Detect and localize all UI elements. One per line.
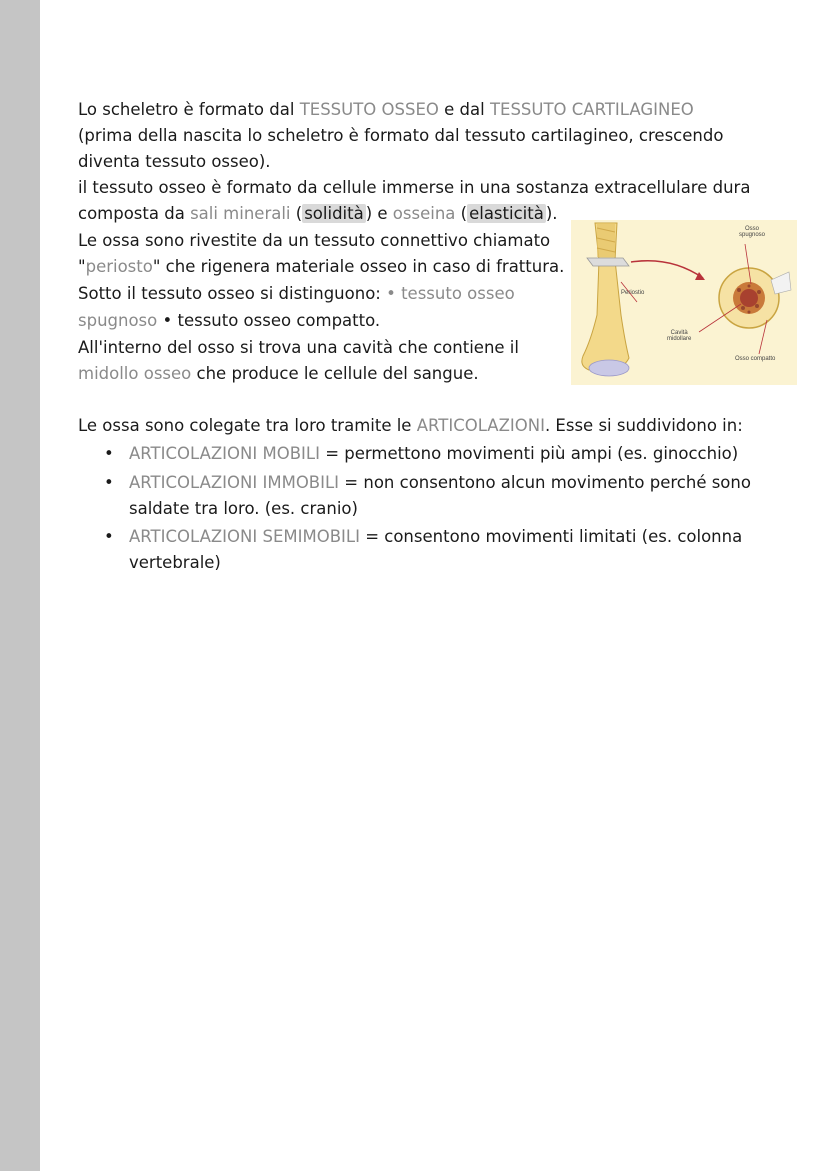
highlight-elasticita: elasticità xyxy=(469,204,544,223)
list-item-mobili: ARTICOLAZIONI MOBILI = permettono movimenti più ampi (es. ginocchio) xyxy=(129,444,739,463)
p1-line-1: Lo scheletro è formato dal TESSUTO OSSEO e dal TESSUTO CARTILAGINEO xyxy=(78,100,694,119)
p1-line-6: Le ossa sono rivestite da un tessuto connettivo chiamato xyxy=(78,231,551,250)
label-cavita-midollare: Cavità midollare xyxy=(667,330,692,342)
p1-line-3: diventa tessuto osseo). xyxy=(78,152,271,171)
highlight-solidita: solidità xyxy=(304,204,364,223)
p1-line-9: spugnoso • tessuto osseo compatto. xyxy=(78,311,381,330)
p1-line-4: il tessuto osseo è formato da cellule immerse in una sostanza extracellulare dura xyxy=(78,178,751,197)
p1-line-10: All'interno del osso si trova una cavità che contiene il xyxy=(78,338,519,357)
left-margin-bar xyxy=(0,0,40,1171)
label-osso-spugnoso: Osso spugnoso xyxy=(739,226,766,238)
bullet-icon: • xyxy=(104,444,114,463)
label-periostio: Periostio xyxy=(621,290,645,296)
p1-line-2: (prima della nascita lo scheletro è formato dal tessuto cartilagineo, crescendo xyxy=(78,126,724,145)
p2-intro: Le ossa sono colegate tra loro tramite le ARTICOLAZIONI. Esse si suddividono in: xyxy=(78,416,743,435)
list-item-immobili-cont: saldate tra loro. (es. cranio) xyxy=(129,499,358,518)
bone-structure-figure xyxy=(571,220,797,385)
bullet-icon: • xyxy=(104,473,114,492)
list-item-semimobili-cont: vertebrale) xyxy=(129,553,221,572)
p1-line-11: midollo osseo che produce le cellule del sangue. xyxy=(78,364,479,383)
list-item-semimobili: ARTICOLAZIONI SEMIMOBILI = consentono movimenti limitati (es. colonna xyxy=(129,527,743,546)
bullet-icon: • xyxy=(104,527,114,546)
p1-line-8: Sotto il tessuto osseo si distinguono: • tessuto osseo xyxy=(78,284,515,303)
list-item-immobili: ARTICOLAZIONI IMMOBILI = non consentono alcun movimento perché sono xyxy=(129,473,751,492)
label-osso-compatto: Osso compatto xyxy=(735,356,776,362)
p1-line-5: composta da sali minerali ( solidità ) e osseina ( elasticità ). xyxy=(78,204,558,223)
p1-line-7: "periosto" che rigenera materiale osseo in caso di frattura. xyxy=(78,257,565,276)
